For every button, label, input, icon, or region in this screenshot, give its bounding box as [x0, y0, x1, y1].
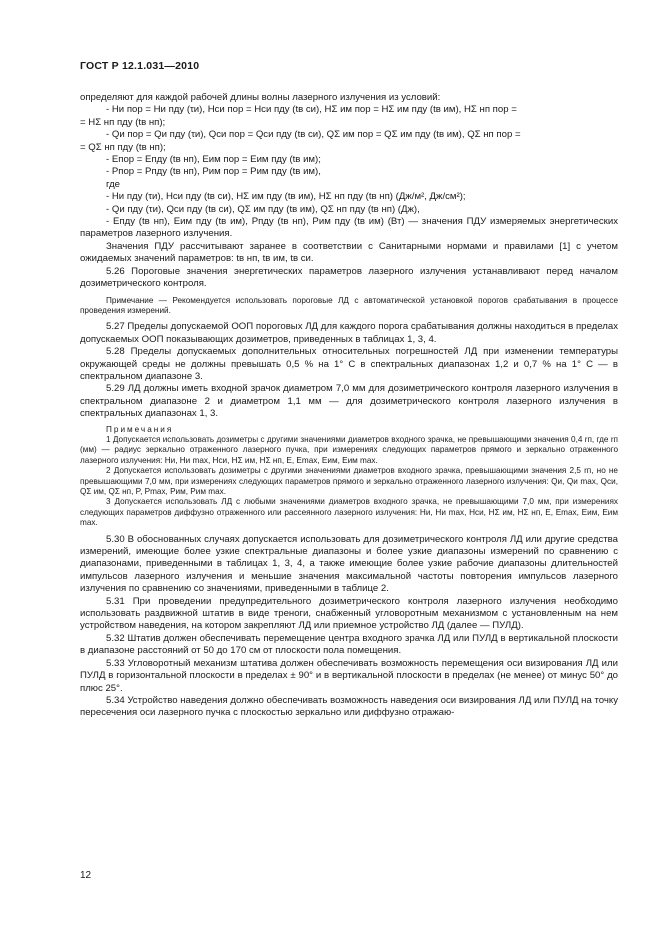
- clause-5-28: 5.28 Пределы допускаемых дополнительных относительных погрешностей ЛД при изменении температуры окружающей среды не должны превышать 0,5 % на 1° С в спектральных диапазонах 1,2 и 0,7 % на 1° С — в спектральном диапазоне 3.: [80, 346, 618, 382]
- formula-line: = QΣ нп пду (tв нп);: [80, 141, 166, 153]
- clause-5-27: 5.27 Пределы допускаемой ООП пороговых ЛД для каждого порога срабатывания должны находиться в пределах допускаемых ООП показывающих дозиметров, приведенных в таблицах 1, 3, 4.: [80, 321, 618, 345]
- paragraph: Значения ПДУ рассчитывают заранее в соответствии с Санитарными нормами и правилами [1] с учетом ожидаемых значений параметров: tв нп, tв им, tв си.: [80, 240, 618, 265]
- clause-5-30: 5.30 В обоснованных случаях допускается использовать для дозиметрического контроля ЛД или другие средства измерений, имеющие более узкие спектральные диапазоны и более узкие диапазоны измерений по сравнению с диапазонами, приведенными в таблицах 1, 3, 4, а также имеющие более узкие рабочие диапазоны длительностей импульсов лазерного излучения и меньшие значения максимальной частоты повторения импульсов лазерного излучения по сравнению со значениями, приведенными в таблице 2.: [80, 533, 618, 595]
- clause-5-29: 5.29 ЛД должны иметь входной зрачок диаметром 7,0 мм для дозиметрического контроля лазерного излучения в спектральном диапазоне 2 и диаметром 1,1 мм — для дозиметрического контроля лазерного излучения в спектральных диапазонах 1, 3.: [80, 383, 618, 420]
- clause-5-34: 5.34 Устройство наведения должно обеспечивать возможность наведения оси визирования ЛД или ПУЛД на точку пересечения оси лазерного пучка с плоскостью зеркально или диффузно отражаю-: [80, 694, 618, 719]
- clause-5-33: 5.33 Угловоротный механизм штатива должен обеспечивать возможность перемещения оси визирования ЛД или ПУЛД в горизонтальной плоскости в пределах ± 90° и в вертикальной плоскости в пределах (не менее) от минус 50° до плюс 25°.: [80, 657, 618, 694]
- document-body: [80, 92, 618, 720]
- formula-line: - Qи пор = Qи пду (τи), Qси пор = Qси пду (tв си), QΣ им пор = QΣ им пду (tв им), QΣ нп пор =: [106, 129, 521, 141]
- note-1: 1 Допускается использовать дозиметры с другими значениями диаметров входного зрачка, не превышающими значения 0,4 rп, где rп (мм) — радиус зеркально отраженного лазерного пучка, при измерениях следующих параметров прямого и зеркально отраженного лазерного излучения: Hи, Hи max, Hси, HΣ им, HΣ нп, E, Emax, Eим, Eим max.: [80, 434, 618, 465]
- formula-line: - Hи пор = Hи пду (τи), Hси пор = Hси пду (tв си), HΣ им пор = HΣ им пду (tв им), HΣ нп пор =: [106, 104, 517, 116]
- text-line: определяют для каждой рабочей длины волны лазерного излучения из условий:: [80, 92, 441, 103]
- clause-5-26: 5.26 Пороговые значения энергетических параметров лазерного излучения устанавливают перед началом дозиметрического контроля.: [80, 265, 618, 290]
- formula-line: - Hи пду (τи), Hси пду (tв си), HΣ им пду (tв им), HΣ нп пду (tв нп) (Дж/м², Дж/см²);: [106, 191, 466, 203]
- text-line: где: [106, 178, 121, 190]
- formula-paragraph: - Eпду (tв нп), Eим пду (tв им), Pпду (tв нп), Pим пду (tв им) (Вт) — значения ПДУ измеряемых энергетических параметров лазерного излучения.: [80, 216, 618, 240]
- note-2: 2 Допускается использовать дозиметры с другими значениями диаметров входного зрачка, превышающими значения 2,5 rп, но не превышающими 7,0 мм, при измерениях следующих параметров прямого и зеркально отраженного лазерного излучения: Qи, Qи max, Qси, QΣ им, QΣ нп, P, Pmax, Pим, Pим max.: [80, 466, 618, 496]
- note: Примечание — Рекомендуется использовать пороговые ЛД с автоматической установкой порогов срабатывания в процессе проведения измерений.: [80, 295, 618, 315]
- formula-line: - Pпор = Pпду (tв нп), Pим пор = Pим пду (tв им),: [106, 166, 321, 178]
- formula-line: - Qи пду (τи), Qси пду (tв си), QΣ им пду (tв им), QΣ нп пду (tв нп) (Дж),: [106, 203, 420, 215]
- formula-line: = HΣ нп пду (tв нп);: [80, 116, 166, 128]
- clause-5-31: 5.31 При проведении предупредительного дозиметрического контроля лазерного излучения необходимо использовать раздвижной штатив в виде треноги, снабженный угловоротным механизмом с установленным на нем устройством наведения, на котором закрепляют ЛД или приемное устройство ЛД (далее — ПУЛД).: [80, 595, 618, 632]
- document-header: ГОСТ Р 12.1.031—2010: [80, 60, 200, 72]
- notes-heading: Примечания: [106, 424, 174, 434]
- formula-line: - Eпор = Eпду (tв нп), Eим пор = Eим пду (tв им);: [106, 154, 321, 166]
- note-3: 3 Допускается использовать ЛД с любыми значениями диаметров входного зрачка, не превышающими 7,0 мм, при измерениях следующих параметров диффузно отраженного или рассеянного лазерного излучения: Hи, Hи max, Hси, HΣ им, HΣ нп, E, Emax, Eим, Eим max.: [80, 497, 618, 528]
- page-number: 12: [80, 870, 92, 881]
- clause-5-32: 5.32 Штатив должен обеспечивать перемещение центра входного зрачка ЛД или ПУЛД в вертикальной плоскости в диапазоне расстояний от 50 до 170 см от плоскости пола помещения.: [80, 632, 618, 657]
